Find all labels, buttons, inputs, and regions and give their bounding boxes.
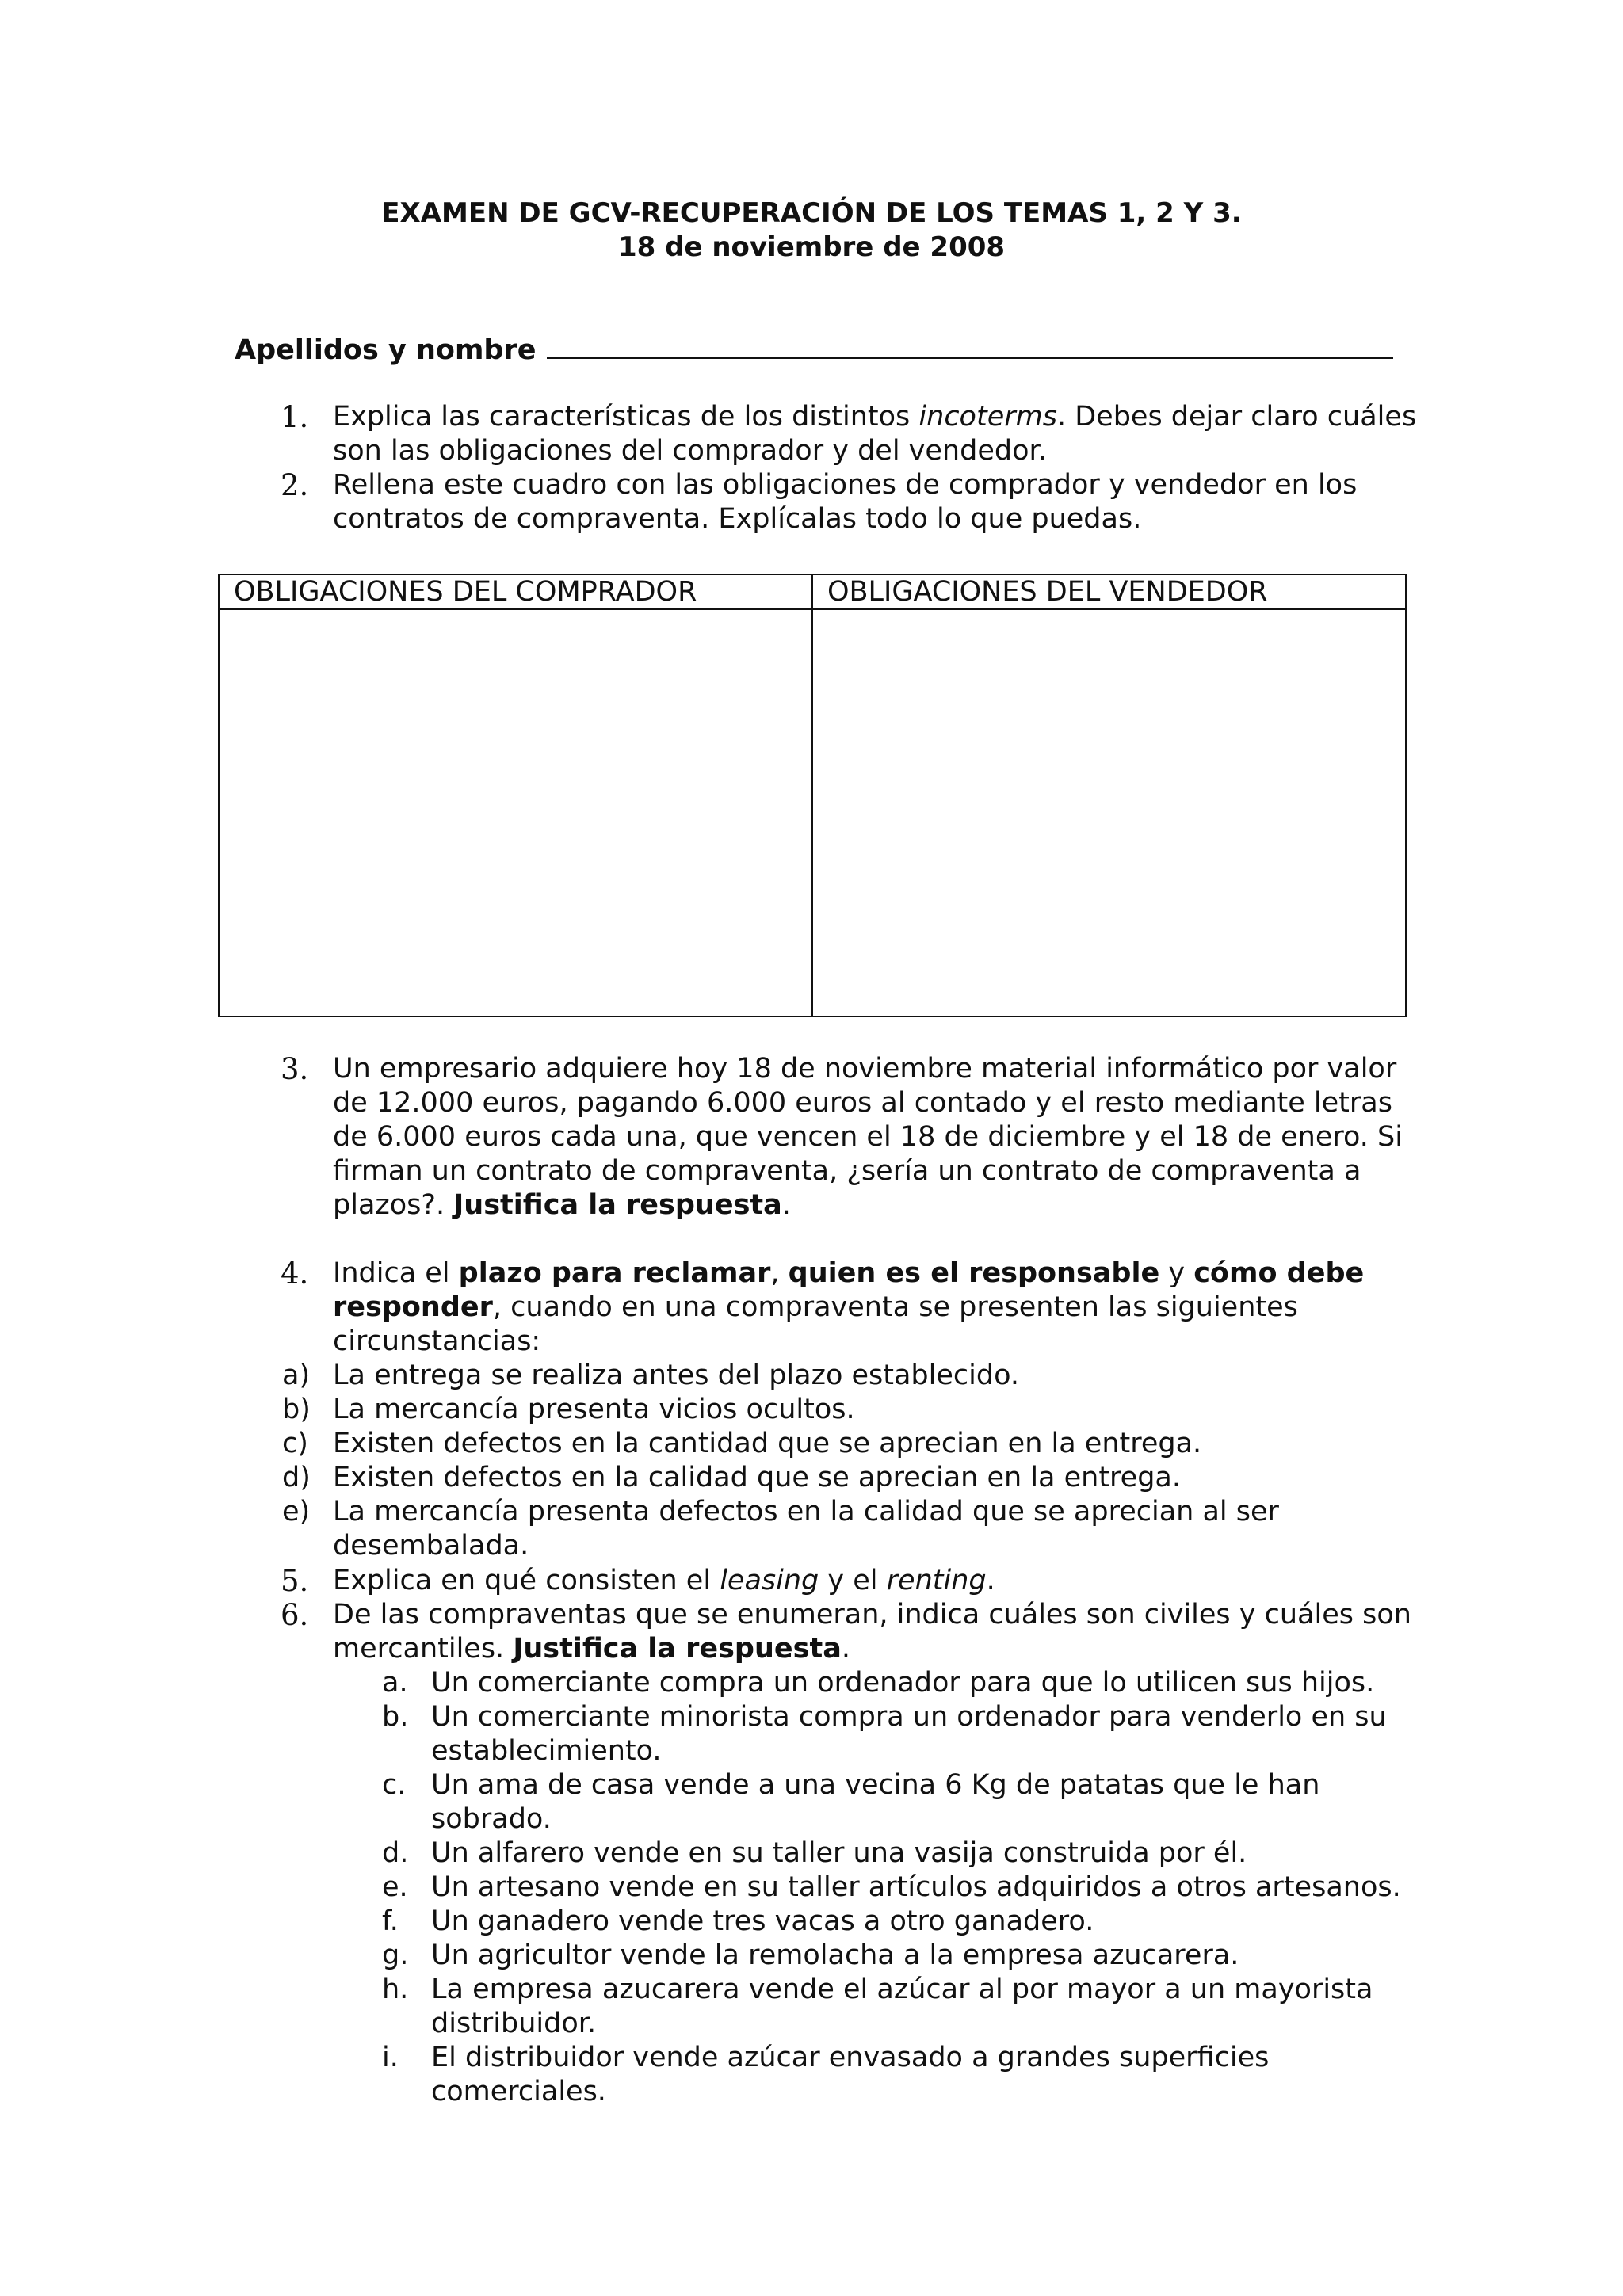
table-header-seller: OBLIGACIONES DEL VENDEDOR: [812, 574, 1406, 609]
question-number: 5.: [281, 1564, 309, 1598]
list-item: f. Un ganadero vende tres vacas a otro ganadero.: [382, 1905, 1094, 1937]
questions-5-6: [235, 1564, 1423, 2109]
name-field-label: Apellidos y nombre: [235, 334, 537, 366]
list-item: d. Un alfarero vende en su taller una vasija construida por él.: [382, 1837, 1247, 1869]
list-item: c. Un ama de casa vende a una vecina 6 Kg de patatas que le han sobrado.: [382, 1769, 1320, 1835]
exam-date: 18 de noviembre de 2008: [617, 231, 1006, 263]
list-item: a. Un comerciante compra un ordenador para que lo utilicen sus hijos.: [382, 1667, 1375, 1699]
question-number: 1.: [281, 400, 309, 434]
list-item: b) La mercancía presenta vicios ocultos.: [282, 1394, 855, 1425]
question-2: 2. Rellena este cuadro con las obligaciones de comprador y vendedor en los contratos de compraventa. Explícalas todo lo que puedas.: [281, 468, 1358, 535]
question-number: 3.: [281, 1052, 309, 1086]
name-blank-line[interactable]: [547, 333, 1393, 359]
obligations-table: [218, 574, 1407, 1017]
question-4: 4. Indica el plazo para reclamar, quien es el responsable y cómo debe responder, cuando en una compraventa se presenten las siguientes circunstancias: a) La entrega se realiza antes del plazo establecido. b) La mercancía presenta vicios ocultos. c) Existen defectos en la cantidad que se aprecian en la entrega. d) Existen defectos en la calidad que se aprecian en la entrega. e) La mercancía presenta defectos en la calidad que se aprecian al ser desembalada.: [235, 1257, 1423, 1563]
question-number: 2.: [281, 468, 309, 502]
seller-answer-cell[interactable]: [812, 609, 1406, 1016]
question-6: 6. De las compraventas que se enumeran, indica cuáles son civiles y cuáles son mercantiles. Justifica la respuesta.: [281, 1598, 1411, 1665]
list-item: a) La entrega se realiza antes del plazo establecido.: [282, 1360, 1020, 1391]
list-item: e. Un artesano vende en su taller artículos adquiridos a otros artesanos.: [382, 1871, 1401, 1903]
question-number: 6.: [281, 1598, 309, 1632]
question-3: 3. Un empresario adquiere hoy 18 de noviembre material informático por valor de 12.000 euros, pagando 6.000 euros al contado y el resto mediante letras de 6.000 euros cada una, que vencen el 18 de diciembre y el 18 de enero. Si firman un contrato de compraventa, ¿sería un contrato de compraventa a plazos?. Justifica la respuesta.: [281, 1052, 1403, 1221]
list-item: c) Existen defectos en la cantidad que se aprecian en la entrega.: [282, 1428, 1202, 1459]
question-5: 5. Explica en qué consisten el leasing y el renting.: [281, 1564, 995, 1598]
list-item: h. La empresa azucarera vende el azúcar al por mayor a un mayorista distribuidor.: [382, 1974, 1373, 2039]
list-item: b. Un comerciante minorista compra un ordenador para venderlo en su establecimiento.: [382, 1701, 1387, 1767]
list-item: e) La mercancía presenta defectos en la calidad que se aprecian al ser desembalada.: [282, 1496, 1279, 1562]
list-item: g. Un agricultor vende la remolacha a la empresa azucarera.: [382, 1939, 1239, 1971]
question-number: 4.: [281, 1257, 309, 1291]
list-item: i. El distribuidor vende azúcar envasado a grandes superficies comerciales.: [382, 2042, 1270, 2107]
exam-title: EXAMEN DE GCV-RECUPERACIÓN DE LOS TEMAS 1, 2 Y 3.: [381, 197, 1242, 229]
question-1: 1. Explica las características de los distintos incoterms. Debes dejar claro cuáles son las obligaciones del comprador y del vendedor.: [281, 400, 1417, 467]
table-header-buyer: OBLIGACIONES DEL COMPRADOR: [219, 574, 812, 609]
name-field: [235, 333, 1393, 368]
buyer-answer-cell[interactable]: [219, 609, 812, 1016]
questions-1-2: [235, 400, 1423, 536]
list-item: d) Existen defectos en la calidad que se aprecian en la entrega.: [282, 1462, 1181, 1493]
